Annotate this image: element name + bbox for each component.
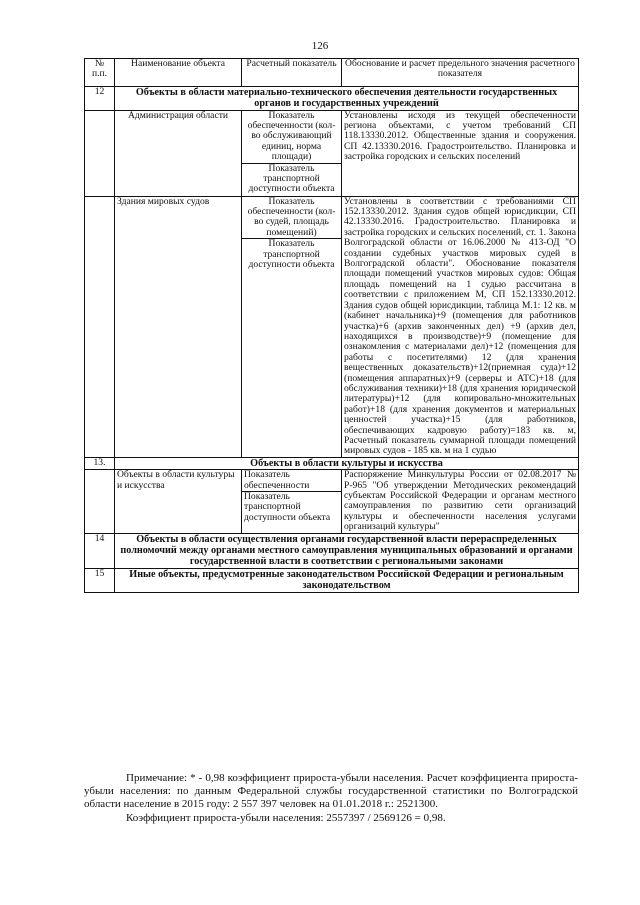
object-name: Здания мировых судов xyxy=(115,196,242,457)
basis-text: Распоряжение Минкультуры России от 02.08.2017 № Р-965 "Об утверждении Методических рекомендаций субъектам Российской Федерации и органам местного самоуправления по развитию сети организаций культуры и обеспеченности населения услугами организаций культуры" xyxy=(342,470,579,533)
section-row xyxy=(85,86,579,110)
page-number: 126 xyxy=(311,40,329,52)
section-title: Объекты в области материально-технического обеспечения деятельности государственных органов и государственных учреждений xyxy=(115,86,579,110)
section-row xyxy=(85,568,579,592)
standards-table xyxy=(84,58,579,593)
section-row xyxy=(85,533,579,568)
section-number: 12 xyxy=(85,86,115,110)
indicator-list xyxy=(242,197,341,271)
basis-text: Установлены в соответствии с требованиями СП 152.13330.2012. Здания судов общей юрисдикции, СП 42.13330.2016. Градостроительство. Планировка и застройка городских и сельских поселений, ст. 1. Закона Волгоградской области от 16.06.2000 № 413-ОД "О создании судебных участков мировых судей в Волгоградской области". Обоснование показателя площади помещений участков мировых судов: Общая площадь помещений на 1 судью рассчитана в соответствии с приложением М, СП 152.13330.2012. Здания судов общей юрисдикции, таблица М.1: 12 кв. м (кабинет начальника)+9 (помещения для работников участка)+6 (архив законченных дел) +9 (архив дел, находящихся в производстве)+9 (помещение для ознакомления с материалами дел)+12 (помещения для работы с посетителями) 12 (для хранения вещественных доказательств)+12(приемная суда)+12 (помещения аппаратных)+9 (серверы и АТС)+18 (для обслуживания техники)+18 (для хранения юридической литературы)+12 (для копировально-множительных работ)+18 (для хранения документов и материальных ценностей участка)+15 (для работников, обеспечивающих кадровую работу)=183 кв. м, Расчетный показатель суммарной площади помещений мировых судов - 185 кв. м на 1 судью xyxy=(342,196,579,457)
indicator-cell: Показатель транспортной доступности объекта xyxy=(242,492,341,524)
indicator-cell: Показатель обеспеченности (кол-во обслуживающий единиц, норма площади) xyxy=(247,109,336,163)
note-paragraph: Примечание: * - 0,98 коэффициент прироста-убыли населения. Расчет коэффициента прироста-убыли населения: по данным Федеральной службы государственной статистики по Волгоградской области население в 2015 году: 2 557 397 человек на 01.01.2018 г.: 2521300. xyxy=(84,772,578,811)
note-formula: Коэффициент прироста-убыли населения: 2557397 / 2569126 = 0,98. xyxy=(126,811,446,824)
section-number: 15 xyxy=(85,568,115,592)
footnote xyxy=(84,772,578,825)
indicator-cell: Показатель обеспеченности (кол-во судей, площадь помещений) xyxy=(247,195,336,238)
basis-text: Установлены исходя из текущей обеспеченности региона объектами, с учетом требований СП 118.13330.2012. Общественные здания и сооружения. СП 42.13330.2016. Градостроительство. Планировка и застройка городских и сельских поселений xyxy=(342,110,579,196)
header-object-name: Наименование объекта xyxy=(115,59,242,87)
object-name: Администрация области xyxy=(115,110,242,196)
indicator-cell: Показатель обеспеченности xyxy=(244,469,310,491)
section-number: 14 xyxy=(85,533,115,568)
indicator-list xyxy=(242,111,341,195)
table-header-row xyxy=(85,59,579,87)
indicator-cell: Показатель транспортной доступности объекта xyxy=(242,163,341,195)
object-name: Объекты в области культуры и искусства xyxy=(115,470,242,533)
table-row xyxy=(85,110,579,196)
table-row xyxy=(85,196,579,457)
section-row xyxy=(85,457,579,469)
section-title: Объекты в области осуществления органами государственной власти перераспределенных полномочий между органами местного самоуправления муниципальных образований и органами государственной власти в соответствии с региональными законами xyxy=(115,533,579,568)
indicator-cell: Показатель транспортной доступности объекта xyxy=(242,239,341,271)
section-title: Объекты в области культуры и искусства xyxy=(115,457,579,469)
table-row xyxy=(85,470,579,533)
section-title: Иные объекты, предусмотренные законодательством Российской Федерации и региональным законодательством xyxy=(115,568,579,592)
indicator-list xyxy=(242,470,341,523)
section-number: 13. xyxy=(85,457,115,469)
header-number: № п.п. xyxy=(85,59,115,87)
header-basis: Обоснование и расчет предельного значения расчетного показателя xyxy=(342,59,579,87)
header-indicator: Расчетный показатель xyxy=(242,59,342,87)
